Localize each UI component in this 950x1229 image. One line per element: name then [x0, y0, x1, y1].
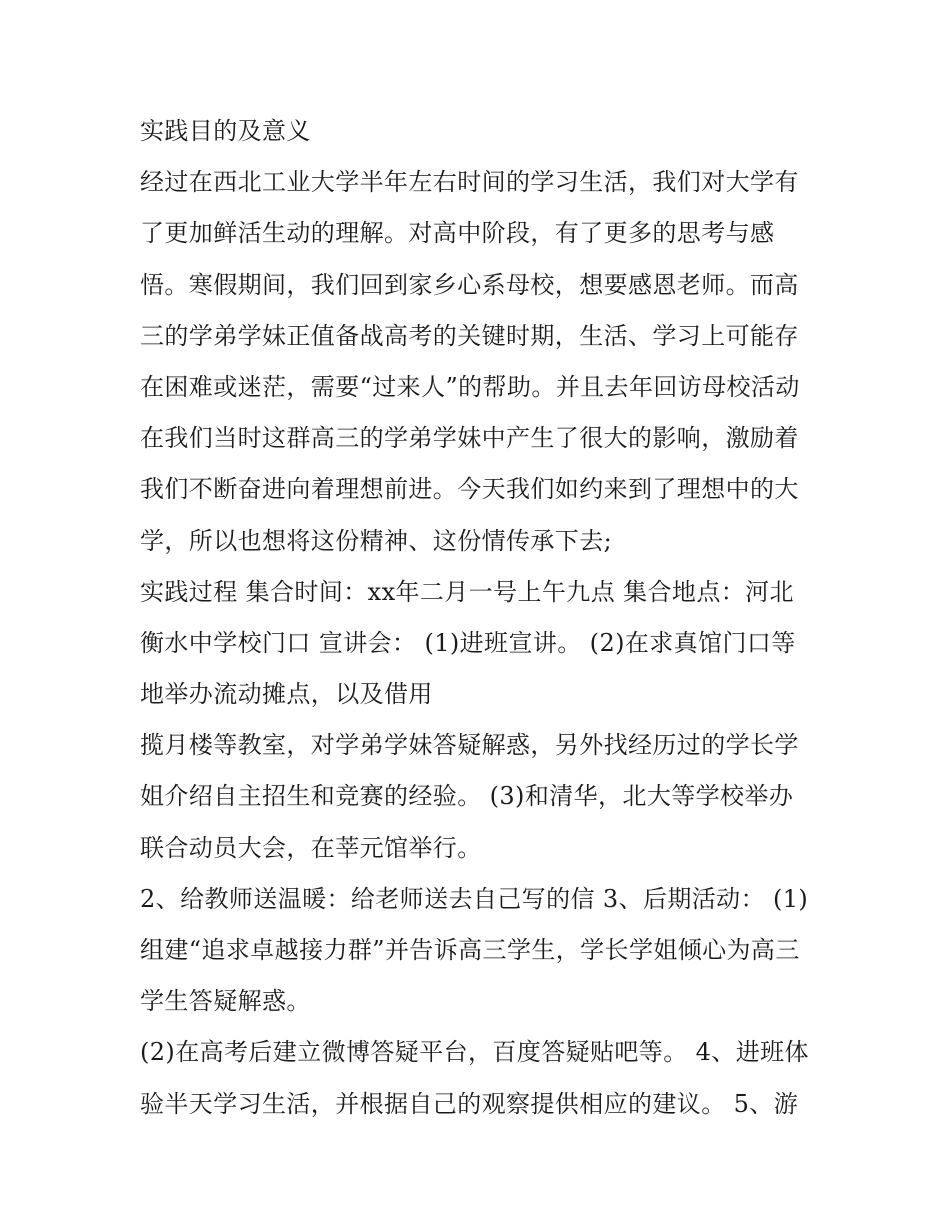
text-line: 悟。寒假期间，我们回到家乡心系母校，想要感恩老师。而高: [140, 270, 799, 299]
text-line: (2)在高考后建立微博答疑平台，百度答疑贴吧等。 4、进班体: [140, 1038, 809, 1067]
text-line: 了更加鲜活生动的理解。对高中阶段，有了更多的思考与感: [140, 219, 775, 248]
text-line: 三的学弟学妹正值备战高考的关键时期，生活、学习上可能存: [140, 321, 799, 350]
text-line: 组建“追求卓越接力群”并告诉高三学生，学长学姐倾心为高三: [140, 936, 800, 964]
section-heading-purpose: 实践目的及意义: [140, 117, 311, 145]
text-line: 地举办流动摊点，以及借用: [140, 680, 433, 709]
text-line: 2、给教师送温暖：给老师送去自己写的信 3、后期活动： (1): [140, 884, 809, 913]
text-line: 揽月楼等教室，对学弟学妹答疑解惑，另外找经历过的学长学: [140, 731, 799, 760]
text-line: 衡水中学校门口 宣讲会： (1)进班宣讲。 (2)在求真馆门口等: [140, 628, 796, 657]
text-line: 姐介绍自主招生和竞赛的经验。 (3)和清华，北大等学校举办: [140, 782, 794, 811]
section-heading-process: 实践过程 集合时间：xx年二月一号上午九点 集合地点：河北: [140, 577, 794, 606]
text-line: 在困难或迷茫，需要“过来人”的帮助。并且去年回访母校活动: [140, 372, 800, 401]
text-line: 学，所以也想将这份精神、这份情传承下去;: [140, 526, 613, 555]
text-line: 联合动员大会，在莘元馆举行。: [140, 833, 482, 862]
text-line: 学生答疑解惑。: [140, 987, 311, 1016]
text-line: 验半天学习生活，并根据自己的观察提供相应的建议。 5、游: [140, 1089, 799, 1118]
text-line: 在我们当时这群高三的学弟学妹中产生了很大的影响，激励着: [140, 424, 799, 453]
text-line: 我们不断奋进向着理想前进。今天我们如约来到了理想中的大: [140, 475, 799, 504]
document-body: [140, 111, 830, 1135]
text-line: 经过在西北工业大学半年左右时间的学习生活，我们对大学有: [140, 168, 799, 197]
